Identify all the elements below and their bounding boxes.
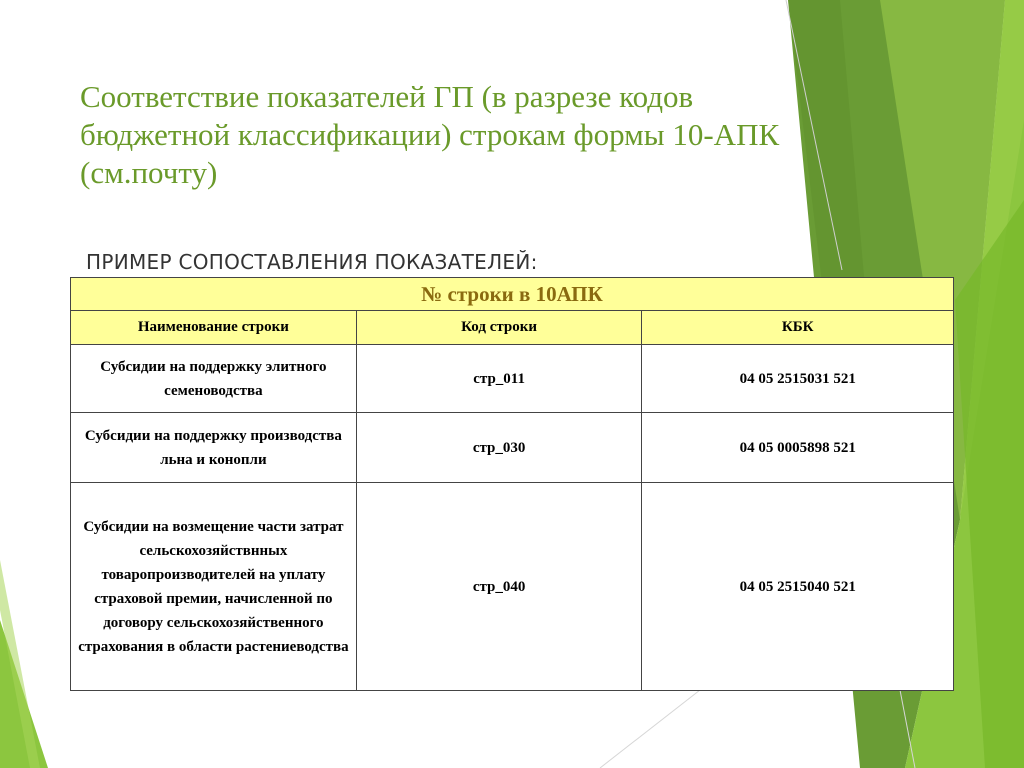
table-row [71, 483, 954, 691]
row-code-cell: стр_030 [356, 413, 642, 483]
table-row [71, 413, 954, 483]
row-code-cell: стр_040 [356, 483, 642, 691]
header-name: Наименование строки [71, 311, 357, 345]
table-caption: ПРИМЕР СОПОСТАВЛЕНИЯ ПОКАЗАТЕЛЕЙ: [86, 250, 538, 274]
row-name-cell: Субсидии на возмещение части затрат сельскохозяйствнных товаропроизводителей на уплату страховой премии, начисленной по договору сельскохозяйственного страхования в области растениеводства [71, 483, 357, 691]
mapping-table [70, 277, 954, 691]
header-code: Код строки [356, 311, 642, 345]
row-name-cell: Субсидии на поддержку элитного семеноводства [71, 345, 357, 413]
table-band-row [71, 278, 954, 311]
row-kbk-cell: 04 05 2515040 521 [642, 483, 954, 691]
row-name-cell: Субсидии на поддержку производства льна и конопли [71, 413, 357, 483]
row-kbk-cell: 04 05 0005898 521 [642, 413, 954, 483]
slide-title: Соответствие показателей ГП (в разрезе кодов бюджетной классификации) строкам формы 10-АПК (см.почту) [80, 79, 780, 190]
row-code-cell: стр_011 [356, 345, 642, 413]
band-cell: № строки в 10АПК [71, 278, 954, 311]
header-kbk: КБК [642, 311, 954, 345]
row-kbk-cell: 04 05 2515031 521 [642, 345, 954, 413]
header-row [71, 311, 954, 345]
table-row [71, 345, 954, 413]
